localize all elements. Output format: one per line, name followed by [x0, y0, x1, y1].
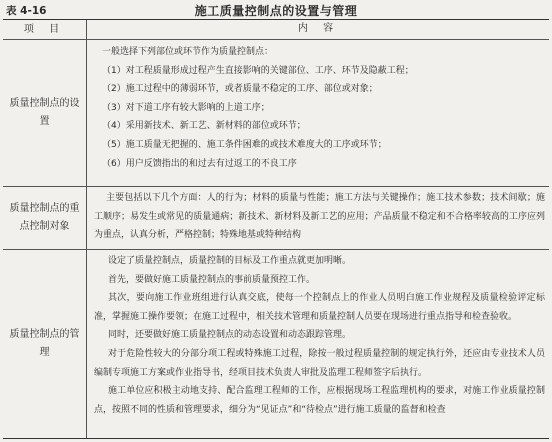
- table-title: 施工质量控制点的设置与管理: [194, 4, 358, 18]
- list-item: （1）对工程质量形成过程产生直接影响的关键部位、工序、环节及隐蔽工程；: [102, 65, 414, 76]
- table-number: 表 4-16: [6, 5, 47, 17]
- row-content: [88, 40, 549, 186]
- list-item: （2）施工过程中的薄弱环节，或者质量不稳定的工序、部位或对象；: [102, 84, 378, 95]
- table-caption: [6, 2, 546, 18]
- list-item: （5）施工质量无把握的、施工条件困难的或技术难度大的工序或环节；: [102, 139, 387, 150]
- header-content: 内 容: [297, 23, 340, 35]
- content-paragraph: 施工单位应积极主动地支持、配合监理工程师的工作，应根据现场工程监理机构的要求，对施工作业质量控制点，按照不同的性质和管理要求，细分为“见证点”和“待检点”进行施工质量的监督和检查: [94, 386, 545, 415]
- content-paragraph: 首先，要做好施工质量控制点的事前质量预控工作。: [108, 274, 316, 285]
- table-header-row: [3, 20, 549, 40]
- table-row: [3, 187, 549, 250]
- content-paragraph: 同时，还要做好施工质量控制点的动态设置和动态跟踪管理。: [108, 330, 352, 341]
- quality-control-table: [3, 19, 549, 439]
- content-paragraph: 主要包括以下几个方面：人的行为；材料的质量与性能；施工方法与关键操作；施工技术参数；技术间歇；施工顺序；易发生或常见的质量通病；新技术、新材料及新工艺的应用；产品质量不稳定和不合格率较高的工序应列为重点，认真分析，严格控制；特殊地基或特种结构: [94, 193, 545, 241]
- table-row: [3, 250, 549, 438]
- list-item: （6）用户反馈指出的和过去有过返工的不良工序: [102, 158, 297, 169]
- list-item: （3）对下道工序有较大影响的上道工序；: [102, 102, 270, 113]
- table-row: [3, 40, 549, 187]
- row-content: [88, 250, 549, 438]
- row-label: 质量控制点的管理: [3, 250, 87, 438]
- row-label: 质量控制点的设置: [3, 40, 87, 186]
- content-paragraph: 其次，要向施工作业班组进行认真交底，使每一个控制点上的作业人员明白施工作业规程及质量检验评定标准，掌握施工操作要领；在施工过程中，相关技术管理和质量控制人员要在现场进行重点指导和检查验收。: [94, 293, 545, 322]
- list-item: （4）采用新技术、新工艺、新材料的部位或环节；: [102, 121, 306, 132]
- content-line: 一般选择下列部位或环节作为质量控制点：: [102, 47, 274, 57]
- row-content: [88, 187, 549, 249]
- row-label: 质量控制点的重点控制对象: [3, 187, 87, 249]
- content-paragraph: 对于危险性较大的分部分项工程或特殊施工过程，除按一般过程质量控制的规定执行外，还应由专业技术人员编制专项施工方案或作业指导书，经项目技术负责人审批及监理工程师签字后执行。: [94, 348, 545, 378]
- header-item: 项 目: [3, 20, 87, 39]
- content-paragraph: 设定了质量控制点，质量控制的目标及工作重点就更加明晰。: [108, 256, 352, 266]
